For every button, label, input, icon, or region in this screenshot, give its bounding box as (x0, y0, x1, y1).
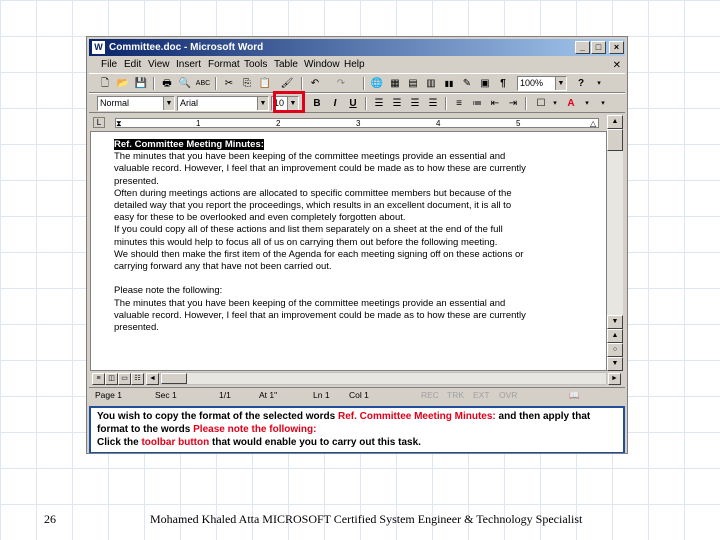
menu-tools[interactable]: Tools (244, 59, 268, 70)
font-combo[interactable] (177, 96, 269, 111)
doc-line: presented. (114, 322, 159, 334)
slide-footer: Mohamed Khaled Atta MICROSOFT Certified System Engineer & Technology Specialist (150, 512, 583, 526)
status-ext[interactable]: EXT (473, 390, 490, 400)
status-at: At 1" (259, 390, 278, 400)
title-bar[interactable] (89, 39, 625, 56)
minimize-button[interactable]: _ (575, 41, 590, 54)
toolbar-separator (215, 77, 217, 90)
instruction-text: You wish to copy the format of the selected words (97, 411, 338, 422)
tables-borders-icon[interactable]: ▦ (390, 78, 400, 89)
document-map-icon[interactable]: ▣ (480, 78, 490, 89)
drawing-icon[interactable]: ✎ (462, 78, 472, 89)
numbering-icon[interactable]: ≡ (456, 98, 462, 109)
horizontal-scrollbar[interactable] (160, 372, 607, 385)
ruler-tick: 3 (356, 119, 361, 128)
instruction-box (89, 406, 625, 454)
normal-view-icon[interactable]: ≡ (92, 373, 105, 385)
menu-format[interactable]: Format (208, 59, 240, 70)
scroll-up-icon[interactable]: ▲ (607, 115, 623, 129)
maximize-button[interactable]: □ (591, 41, 606, 54)
align-center-icon[interactable]: ☰ (392, 98, 402, 109)
slide-number: 26 (44, 512, 56, 526)
ruler-tick: 2 (276, 119, 281, 128)
scroll-left-icon[interactable]: ◄ (146, 373, 159, 385)
spelling-icon[interactable]: ABC (195, 80, 211, 87)
doc-line: carrying forward any that have not been carried out. (114, 261, 332, 273)
doc-line: The minutes that you have been keeping of the committee meetings provide an essential and (114, 297, 506, 309)
status-page: Page 1 (95, 390, 122, 400)
align-left-icon[interactable]: ☰ (374, 98, 384, 109)
document-page[interactable] (90, 131, 607, 371)
indent-marker-icon[interactable]: ⧗ (116, 119, 122, 128)
horizontal-scroll-thumb[interactable] (161, 373, 187, 384)
undo-icon[interactable]: ↶ (310, 78, 320, 89)
borders-icon[interactable]: ☐ (536, 98, 546, 109)
scroll-thumb[interactable] (607, 129, 623, 151)
toolbar-separator (363, 77, 365, 90)
document-close-icon[interactable]: ✕ (612, 60, 621, 71)
status-ovr[interactable]: OVR (499, 390, 518, 400)
right-indent-marker-icon[interactable]: △ (590, 119, 597, 128)
italic-button[interactable]: I (333, 98, 337, 109)
zoom-value: 100% (520, 78, 544, 88)
new-icon[interactable]: 🗋 (100, 78, 110, 89)
menu-edit[interactable]: Edit (124, 59, 142, 70)
doc-line: If you could copy all of these actions and list them separately on a sheet at the end of the full (114, 224, 503, 236)
menu-table[interactable]: Table (274, 59, 298, 70)
window-title: Committee.doc - Microsoft Word (109, 42, 264, 53)
toolbar-options-icon[interactable]: ▾ (597, 80, 601, 87)
cut-icon[interactable]: ✂ (224, 78, 234, 89)
save-icon[interactable]: 💾 (134, 78, 148, 89)
increase-indent-icon[interactable]: ⇥ (508, 98, 518, 109)
chevron-down-icon[interactable]: ▼ (287, 97, 298, 110)
toolbar-separator (525, 97, 527, 110)
toolbar-separator (301, 77, 303, 90)
format-painter-icon[interactable]: 🖌 (280, 78, 294, 89)
doc-line: valuable record. However, I feel that an improvement could be made as to how these are currently (114, 163, 526, 175)
justify-icon[interactable]: ☰ (428, 98, 438, 109)
insert-excel-icon[interactable]: ▥ (426, 78, 436, 89)
decrease-indent-icon[interactable]: ⇤ (490, 98, 500, 109)
status-line: Ln 1 (313, 390, 330, 400)
status-pages: 1/1 (219, 390, 231, 400)
chevron-down-icon[interactable]: ▼ (257, 97, 268, 110)
ruler-tick: 1 (196, 119, 201, 128)
menu-help[interactable]: Help (344, 59, 365, 70)
spelling-status-icon[interactable]: 📖 (569, 390, 580, 400)
bold-button[interactable]: B (313, 98, 321, 109)
ruler-tick: 4 (436, 119, 441, 128)
format-painter-highlight (273, 91, 305, 113)
doc-line: Often during meetings actions are allocated to specific committee members but because of the (114, 187, 512, 199)
scroll-down-icon[interactable]: ▼ (607, 315, 623, 329)
columns-icon[interactable]: ▮▮ (444, 79, 454, 88)
doc-line: We should then make the first item of the Agenda for each meeting signing off on these actions or (114, 248, 524, 260)
chevron-down-icon[interactable]: ▾ (553, 100, 557, 107)
underline-button[interactable]: U (349, 98, 357, 109)
standard-toolbar (89, 73, 625, 93)
chevron-down-icon[interactable]: ▼ (163, 97, 174, 110)
doc-line: Please note the following: (114, 285, 223, 297)
help-icon[interactable]: ? (577, 78, 585, 89)
style-value: Normal (100, 98, 130, 108)
outline-view-icon[interactable]: ☷ (131, 373, 144, 385)
chevron-down-icon[interactable]: ▾ (585, 100, 589, 107)
style-combo[interactable] (97, 96, 175, 111)
status-section: Sec 1 (155, 390, 177, 400)
instruction-highlight: toolbar button (141, 436, 210, 448)
horizontal-ruler (89, 115, 625, 130)
menu-insert[interactable]: Insert (176, 59, 202, 70)
menu-bar (89, 57, 625, 73)
print-icon[interactable]: 🖶 (162, 78, 172, 89)
formatting-toolbar (89, 93, 625, 113)
menu-view[interactable]: View (148, 59, 170, 70)
toolbar-separator (445, 97, 447, 110)
word-window (86, 36, 628, 454)
scroll-right-icon[interactable]: ► (608, 373, 621, 385)
chevron-down-icon[interactable]: ▼ (555, 77, 566, 90)
menu-file[interactable]: File (101, 59, 118, 70)
redo-icon[interactable]: ↷ (336, 78, 346, 89)
selected-heading[interactable]: Ref. Committee Meeting Minutes: (114, 139, 264, 150)
doc-line: The minutes that you have been keeping of the committee meetings provide an essential and (114, 151, 506, 163)
show-hide-icon[interactable]: ¶ (500, 78, 506, 89)
doc-line: minutes this would help to focus all of us on carrying them out before the following meeting. (114, 236, 498, 248)
web-layout-icon[interactable]: ◫ (105, 373, 118, 385)
status-col: Col 1 (349, 390, 369, 400)
copy-icon[interactable]: ⎘ (243, 78, 251, 89)
doc-line: easy for these to be overlooked and even completely forgotten about. (114, 212, 406, 224)
select-browse-object-icon[interactable]: ○ (607, 343, 623, 357)
menu-window[interactable]: Window (304, 59, 340, 70)
font-size-value: 10 (274, 98, 285, 108)
hyperlink-icon[interactable]: 🌐 (370, 78, 384, 89)
word-app-icon[interactable]: W (92, 41, 105, 54)
horizontal-scroll-area (90, 371, 623, 386)
instruction-text: that would enable you to carry out this task. (209, 436, 421, 448)
toolbar-options-icon[interactable]: ▾ (601, 100, 605, 107)
close-button[interactable]: × (609, 41, 624, 54)
ruler-tick: 5 (516, 119, 521, 128)
paste-icon[interactable]: 📋 (258, 78, 272, 89)
insert-table-icon[interactable]: ▤ (408, 78, 418, 89)
ruler-track[interactable] (115, 118, 599, 128)
document-body[interactable] (114, 139, 594, 334)
next-page-icon[interactable]: ▼ (607, 357, 623, 371)
font-color-icon[interactable]: A (567, 98, 575, 109)
vertical-scrollbar[interactable] (607, 115, 623, 371)
print-layout-icon[interactable]: ▭ (118, 373, 131, 385)
instruction-highlight: Please note the following: (193, 423, 317, 435)
zoom-combo[interactable] (517, 76, 567, 91)
doc-line: valuable record. However, I feel that an improvement could be made as to how these are currently (114, 309, 526, 321)
toolbar-separator (153, 77, 155, 90)
doc-line: detailed way that you report the proceedings, which results in an excellent document, it is all to (114, 200, 512, 212)
bullets-icon[interactable]: ≔ (472, 98, 482, 109)
toolbar-separator (365, 97, 367, 110)
previous-page-icon[interactable]: ▲ (607, 329, 623, 343)
print-preview-icon[interactable]: 🔍 (178, 78, 192, 89)
instruction-text: Click the (97, 436, 142, 448)
doc-line: presented. (114, 175, 159, 187)
status-bar (89, 387, 625, 401)
doc-line (114, 273, 594, 285)
instruction-highlight: Ref. Committee Meeting Minutes: (337, 411, 496, 422)
tab-selector-icon[interactable]: L (93, 117, 105, 128)
font-value: Arial (180, 98, 199, 108)
open-icon[interactable]: 📂 (116, 78, 130, 89)
status-trk[interactable]: TRK (447, 390, 464, 400)
align-right-icon[interactable]: ☰ (410, 98, 420, 109)
instruction-text: and then apply that format to the words (97, 411, 591, 435)
status-rec[interactable]: REC (421, 390, 439, 400)
